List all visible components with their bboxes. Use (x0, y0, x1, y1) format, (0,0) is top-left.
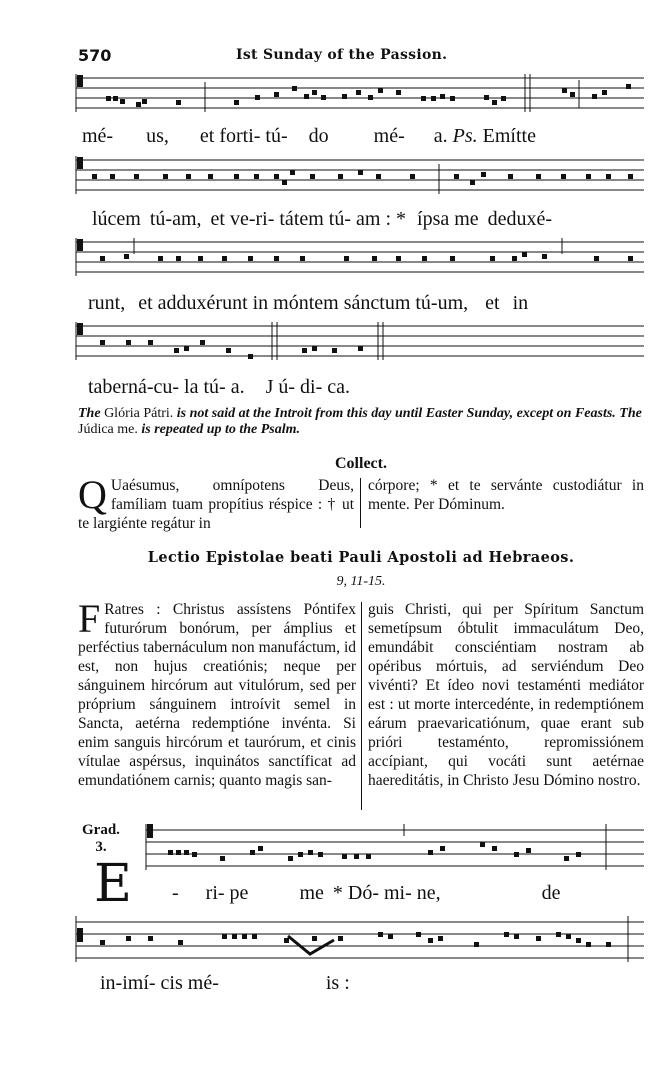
chant-staff-4 (76, 318, 644, 368)
epistle-left-column (78, 596, 356, 790)
epistle-reference: 9, 11-15. (336, 574, 386, 589)
lyric-line-3: runt, et adduxérunt in móntem sánctum tú-um, et in (88, 292, 529, 314)
gradual-lyric-line-1: - ri- pe me * Dó- mi- ne, de (172, 882, 561, 904)
lyric-line-1: mé- us, et forti- tú- do mé- a. Ps. Emítte (82, 125, 536, 147)
lyric-line-2: lúcem tú-am, et ve-ri- tátem tú- am : * ípsa me deduxé- (92, 208, 553, 230)
epistle-left-text: Ratres : Christus assístens Póntifex futurórum bonórum, per ámplius et perféctius tabernáculum non manufáctum, id est, non hujus creatiónis; neque per sánguinem hircórum aut vitulórum, sed per próprium sánguinem introívit semel in Sancta, aetérna redemptióne invénta. Si enim sanguis hircórum et taurórum, et cinis vítulae aspérsus, inquinátos sanctíficat ad emundatiónem carnis; quanto magis san- (78, 601, 356, 789)
running-title: Ist Sunday of the Passion. (236, 47, 448, 63)
column-divider (361, 602, 362, 810)
collect-dropcap: Q (78, 472, 107, 517)
gradual-label: Grad. 3. (82, 822, 120, 855)
gradual-staff-2 (76, 912, 644, 968)
epistle-right-column (368, 600, 644, 790)
collect-right-text: córpore; * et te servánte custodiátur in mente. Per Dóminum. (368, 477, 644, 513)
chant-staff-2 (76, 152, 644, 202)
lyric-line-4: taberná-cu- la tú- a. J ú- di- ca. (88, 376, 350, 398)
epistle-title: Lectio Epistolae beati Pauli Apostoli ad Hebraeos. (147, 549, 575, 566)
rubric-note: The Glória Pátri. is not said at the Introit from this day until Easter Sunday, except on Feasts. The Júdica me. is repeated up to the Psalm. (78, 406, 642, 437)
collect-left-column (78, 472, 354, 533)
collect-left-text: Uaésumus, omnípotens Deus, famíliam tuam propítius réspice : † ut te largiénte regátur in (78, 477, 354, 532)
gradual-staff-1 (146, 820, 644, 876)
epistle-right-text: guis Christi, qui per Spíritum Sanctum semetípsum óbtulit immaculátum Deo, emundábit consciéntiam nostram ab opéribus mórtuis, ad serviéndum Deo vivénti? Et ídeo novi testaménti mediátor est : ut morte intercedénte, in redemptiónem eárum praevaricatiónum, quae erant sub prióri testaménto, repromissiónem accípiant, qui vocáti sunt aetérnae haereditátis, in Christo Jesu Dómino nostro. (368, 601, 644, 789)
page-number: 570 (78, 46, 112, 65)
gradual-lyric-line-2: in-imí- cis mé- is : (100, 972, 350, 994)
chant-staff-3 (76, 234, 644, 284)
collect-right-column (368, 476, 644, 514)
page-header (78, 46, 644, 68)
column-divider (360, 478, 361, 528)
gradual-initial: E (94, 854, 132, 914)
chant-staff-1 (76, 70, 644, 120)
epistle-dropcap: F (78, 596, 101, 641)
collect-title: Collect. (335, 455, 387, 472)
